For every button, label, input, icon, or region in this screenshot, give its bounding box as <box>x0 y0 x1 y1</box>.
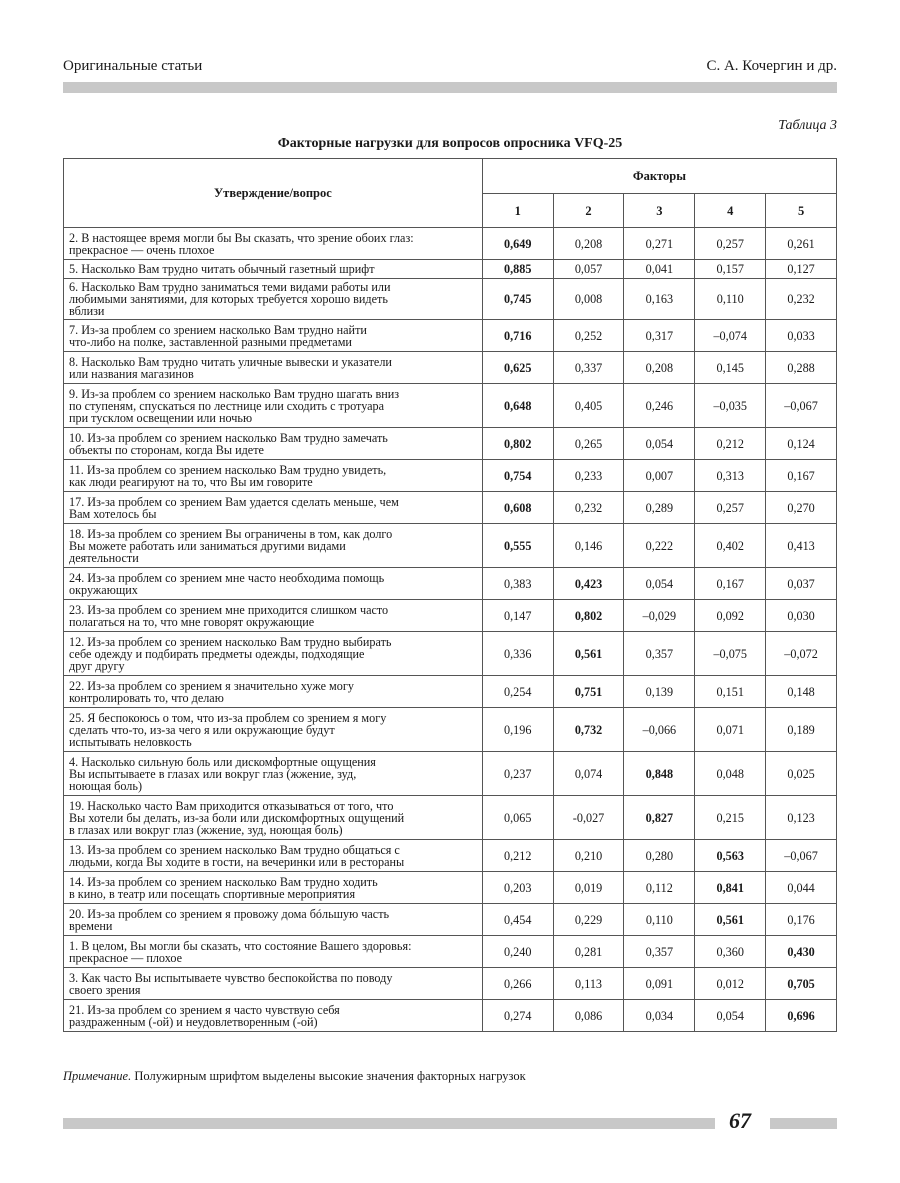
loading-cell: 0,176 <box>766 904 837 936</box>
loading-cell: 0,754 <box>482 460 553 492</box>
question-cell <box>64 904 483 936</box>
table-note <box>63 1069 526 1084</box>
loading-cell: 0,208 <box>624 352 695 384</box>
loading-cell: –0,029 <box>624 600 695 632</box>
loading-cell: –0,066 <box>624 708 695 752</box>
table-row <box>64 600 837 632</box>
loading-cell: 0,280 <box>624 840 695 872</box>
loading-cell: 0,266 <box>482 968 553 1000</box>
table-row <box>64 708 837 752</box>
question-text: 5. Насколько Вам трудно читать обычный газетный шрифт <box>69 262 375 276</box>
loading-cell: 0,246 <box>624 384 695 428</box>
table-row <box>64 352 837 384</box>
question-text: 21. Из-за проблем со зрением я часто чувствую себя раздраженным (-ой) и неудовлетворенным (-ой) <box>69 1002 340 1029</box>
page-number: 67 <box>729 1108 751 1133</box>
loading-cell: 0,802 <box>553 600 624 632</box>
factor-header: 2 <box>553 194 624 228</box>
table-row <box>64 840 837 872</box>
loading-cell: -0,027 <box>553 796 624 840</box>
loading-cell: 0,091 <box>624 968 695 1000</box>
question-text: 18. Из-за проблем со зрением Вы ограничены в том, как долго Вы можете работать или заниматься другими видами деятельности <box>69 526 393 565</box>
loading-cell: 0,167 <box>695 568 766 600</box>
table-body <box>64 228 837 1032</box>
loading-cell: 0,337 <box>553 352 624 384</box>
header-rule <box>63 82 837 93</box>
table-row <box>64 492 837 524</box>
question-text: 8. Насколько Вам трудно читать уличные вывески и указатели или названия магазинов <box>69 354 392 381</box>
question-text: 24. Из-за проблем со зрением мне часто необходима помощь окружающих <box>69 570 385 597</box>
factor-header: 4 <box>695 194 766 228</box>
question-text: 10. Из-за проблем со зрением насколько Вам трудно замечать объекты по сторонам, когда Вы идете <box>69 430 388 457</box>
question-cell <box>64 796 483 840</box>
loading-cell: 0,383 <box>482 568 553 600</box>
loading-cell: 0,561 <box>695 904 766 936</box>
question-cell <box>64 228 483 260</box>
loading-cell: 0,212 <box>695 428 766 460</box>
loading-cell: 0,151 <box>695 676 766 708</box>
loading-cell: 0,265 <box>553 428 624 460</box>
loading-cell: 0,454 <box>482 904 553 936</box>
loading-cell: 0,157 <box>695 260 766 279</box>
table-row <box>64 968 837 1000</box>
loading-cell: 0,402 <box>695 524 766 568</box>
footer-rule-right <box>770 1118 837 1129</box>
loading-cell: 0,054 <box>695 1000 766 1032</box>
loading-cell: 0,336 <box>482 632 553 676</box>
loading-cell: 0,274 <box>482 1000 553 1032</box>
loading-cell: 0,288 <box>766 352 837 384</box>
loading-cell: 0,007 <box>624 460 695 492</box>
loading-cell: 0,167 <box>766 460 837 492</box>
question-cell <box>64 260 483 279</box>
loading-cell: –0,072 <box>766 632 837 676</box>
loading-cell: 0,289 <box>624 492 695 524</box>
loading-cell: 0,357 <box>624 936 695 968</box>
table-row <box>64 872 837 904</box>
question-cell <box>64 872 483 904</box>
loading-cell: 0,065 <box>482 796 553 840</box>
question-cell <box>64 968 483 1000</box>
loading-cell: 0,147 <box>482 600 553 632</box>
loading-cell: 0,360 <box>695 936 766 968</box>
question-cell <box>64 524 483 568</box>
table-row <box>64 676 837 708</box>
loading-cell: 0,252 <box>553 320 624 352</box>
loading-cell: 0,271 <box>624 228 695 260</box>
loading-cell: –0,035 <box>695 384 766 428</box>
question-cell <box>64 428 483 460</box>
loading-cell: 0,123 <box>766 796 837 840</box>
question-text: 25. Я беспокоюсь о том, что из-за проблем со зрением я могу сделать что-то, из-за чего я или окружающие будут испытывать неловкость <box>69 710 387 749</box>
note-label: Примечание. <box>63 1069 132 1083</box>
loading-cell: 0,034 <box>624 1000 695 1032</box>
loading-cell: 0,240 <box>482 936 553 968</box>
question-cell <box>64 352 483 384</box>
question-cell <box>64 632 483 676</box>
loading-cell: 0,563 <box>695 840 766 872</box>
table-title: Факторные нагрузки для вопросов опросника VFQ-25 <box>277 136 623 151</box>
loading-cell: 0,012 <box>695 968 766 1000</box>
table-row <box>64 524 837 568</box>
loading-cell: 0,139 <box>624 676 695 708</box>
question-cell <box>64 676 483 708</box>
loading-cell: 0,802 <box>482 428 553 460</box>
section-name: Оригинальные статьи <box>63 58 203 74</box>
loading-cell: 0,110 <box>695 279 766 320</box>
question-cell <box>64 1000 483 1032</box>
loading-cell: 0,281 <box>553 936 624 968</box>
table-row <box>64 752 837 796</box>
question-cell <box>64 568 483 600</box>
loading-cell: –0,074 <box>695 320 766 352</box>
loading-cell: 0,313 <box>695 460 766 492</box>
loading-cell: 0,208 <box>553 228 624 260</box>
loading-cell: 0,054 <box>624 428 695 460</box>
loading-cell: 0,092 <box>695 600 766 632</box>
table-row <box>64 279 837 320</box>
table-row <box>64 632 837 676</box>
loading-cell: 0,025 <box>766 752 837 796</box>
table-row <box>64 320 837 352</box>
footer-rule-left <box>63 1118 715 1129</box>
authors: С. А. Кочергин и др. <box>706 58 837 74</box>
loading-cell: 0,732 <box>553 708 624 752</box>
loading-cell: 0,885 <box>482 260 553 279</box>
loading-cell: 0,696 <box>766 1000 837 1032</box>
loading-cell: 0,357 <box>624 632 695 676</box>
loading-cell: 0,054 <box>624 568 695 600</box>
table-row <box>64 428 837 460</box>
factors-group-header: Факторы <box>482 159 836 194</box>
loading-cell: 0,222 <box>624 524 695 568</box>
loading-cell: 0,212 <box>482 840 553 872</box>
factor-header: 3 <box>624 194 695 228</box>
loading-cell: –0,067 <box>766 840 837 872</box>
question-text: 6. Насколько Вам трудно заниматься теми видами работы или любимыми занятиями, для которых требуется хорошо видеть вблизи <box>69 280 391 318</box>
question-text: 17. Из-за проблем со зрением Вам удается сделать меньше, чем Вам хотелось бы <box>69 494 399 521</box>
loading-cell: 0,210 <box>553 840 624 872</box>
question-text: 12. Из-за проблем со зрением насколько Вам трудно выбирать себе одежду и подбирать предметы одежды, подходящие друг другу <box>69 634 392 673</box>
loading-cell: 0,649 <box>482 228 553 260</box>
loading-cell: 0,215 <box>695 796 766 840</box>
loading-cell: 0,196 <box>482 708 553 752</box>
loading-cell: 0,127 <box>766 260 837 279</box>
running-header <box>63 58 837 82</box>
table-row <box>64 1000 837 1032</box>
loading-cell: 0,074 <box>553 752 624 796</box>
loading-cell: –0,075 <box>695 632 766 676</box>
question-text: 11. Из-за проблем со зрением насколько Вам трудно увидеть, как люди реагируют на то, что Вы им говорите <box>69 462 387 489</box>
loading-cell: 0,008 <box>553 279 624 320</box>
question-cell <box>64 492 483 524</box>
table-row <box>64 904 837 936</box>
question-cell <box>64 279 483 320</box>
loading-cell: 0,048 <box>695 752 766 796</box>
loading-cell: 0,827 <box>624 796 695 840</box>
factor-header: 5 <box>766 194 837 228</box>
loading-cell: 0,716 <box>482 320 553 352</box>
factor-loadings-table <box>63 158 837 1032</box>
loading-cell: 0,037 <box>766 568 837 600</box>
loading-cell: 0,146 <box>553 524 624 568</box>
loading-cell: 0,189 <box>766 708 837 752</box>
factor-header: 1 <box>482 194 553 228</box>
question-text: 1. В целом, Вы могли бы сказать, что состояние Вашего здоровья: прекрасное — плохое <box>69 938 412 965</box>
loading-cell: 0,257 <box>695 492 766 524</box>
table-row <box>64 384 837 428</box>
loading-cell: 0,648 <box>482 384 553 428</box>
question-cell <box>64 460 483 492</box>
loading-cell: 0,405 <box>553 384 624 428</box>
loading-cell: 0,057 <box>553 260 624 279</box>
question-text: 19. Насколько часто Вам приходится отказываться от того, что Вы хотели бы делать, из-за боли или дискомфортных ощущений в глазах или вокруг глаз (жжение, зуд, ноющая боль) <box>69 798 405 837</box>
table-row <box>64 936 837 968</box>
loading-cell: 0,555 <box>482 524 553 568</box>
loading-cell: 0,254 <box>482 676 553 708</box>
question-text: 9. Из-за проблем со зрением насколько Вам трудно шагать вниз по ступеням, спускаться по лестнице или сходить с тротуара при тусклом освещении или ночью <box>69 386 400 425</box>
question-cell <box>64 840 483 872</box>
question-cell <box>64 384 483 428</box>
loading-cell: 0,430 <box>766 936 837 968</box>
loading-cell: 0,030 <box>766 600 837 632</box>
loading-cell: 0,745 <box>482 279 553 320</box>
loading-cell: 0,841 <box>695 872 766 904</box>
loading-cell: 0,848 <box>624 752 695 796</box>
loading-cell: 0,608 <box>482 492 553 524</box>
question-cell <box>64 320 483 352</box>
loading-cell: 0,148 <box>766 676 837 708</box>
question-text: 23. Из-за проблем со зрением мне приходится слишком часто полагаться на то, что мне говорят окружающие <box>69 602 389 629</box>
loading-cell: 0,124 <box>766 428 837 460</box>
loading-cell: 0,705 <box>766 968 837 1000</box>
question-cell <box>64 600 483 632</box>
question-cell <box>64 752 483 796</box>
question-cell <box>64 936 483 968</box>
loading-cell: 0,033 <box>766 320 837 352</box>
loading-cell: 0,233 <box>553 460 624 492</box>
loading-cell: 0,423 <box>553 568 624 600</box>
table-row <box>64 460 837 492</box>
loading-cell: 0,145 <box>695 352 766 384</box>
loading-cell: 0,113 <box>553 968 624 1000</box>
loading-cell: 0,232 <box>553 492 624 524</box>
question-text: 13. Из-за проблем со зрением насколько Вам трудно общаться с людьми, когда Вы ходите в гости, на вечеринки или в рестораны <box>69 842 405 869</box>
question-text: 4. Насколько сильную боль или дискомфортные ощущения Вы испытываете в глазах или вокруг глаз (жжение, зуд, ноющая боль) <box>69 754 376 793</box>
loading-cell: 0,561 <box>553 632 624 676</box>
loading-cell: 0,751 <box>553 676 624 708</box>
loading-cell: 0,232 <box>766 279 837 320</box>
loading-cell: 0,110 <box>624 904 695 936</box>
loading-cell: 0,044 <box>766 872 837 904</box>
loading-cell: 0,163 <box>624 279 695 320</box>
loading-cell: –0,067 <box>766 384 837 428</box>
loading-cell: 0,261 <box>766 228 837 260</box>
question-text: 2. В настоящее время могли бы Вы сказать, что зрение обоих глаз: прекрасное — очень плохое <box>69 230 414 257</box>
loading-cell: 0,086 <box>553 1000 624 1032</box>
loading-cell: 0,019 <box>553 872 624 904</box>
question-text: 20. Из-за проблем со зрением я провожу дома бóльшую часть времени <box>69 906 390 933</box>
loading-cell: 0,229 <box>553 904 624 936</box>
loading-cell: 0,071 <box>695 708 766 752</box>
loading-cell: 0,237 <box>482 752 553 796</box>
note-text: Полужирным шрифтом выделены высокие значения факторных нагрузок <box>131 1069 526 1083</box>
loading-cell: 0,257 <box>695 228 766 260</box>
question-text: 7. Из-за проблем со зрением насколько Вам трудно найти что-либо на полке, заставленной разными предметами <box>69 322 367 349</box>
table-row <box>64 260 837 279</box>
question-text: 14. Из-за проблем со зрением насколько Вам трудно ходить в кино, в театр или посещать спортивные мероприятия <box>69 874 378 901</box>
table-row <box>64 228 837 260</box>
loading-cell: 0,625 <box>482 352 553 384</box>
question-text: 22. Из-за проблем со зрением я значительно хуже могу контролировать то, что делаю <box>69 678 354 705</box>
loading-cell: 0,203 <box>482 872 553 904</box>
loading-cell: 0,413 <box>766 524 837 568</box>
loading-cell: 0,317 <box>624 320 695 352</box>
question-cell <box>64 708 483 752</box>
table-row <box>64 568 837 600</box>
question-text: 3. Как часто Вы испытываете чувство беспокойства по поводу своего зрения <box>69 970 393 997</box>
loading-cell: 0,112 <box>624 872 695 904</box>
table-label: Таблица 3 <box>778 118 837 133</box>
question-column-header: Утверждение/вопрос <box>64 159 483 228</box>
loading-cell: 0,270 <box>766 492 837 524</box>
table-row <box>64 796 837 840</box>
loading-cell: 0,041 <box>624 260 695 279</box>
